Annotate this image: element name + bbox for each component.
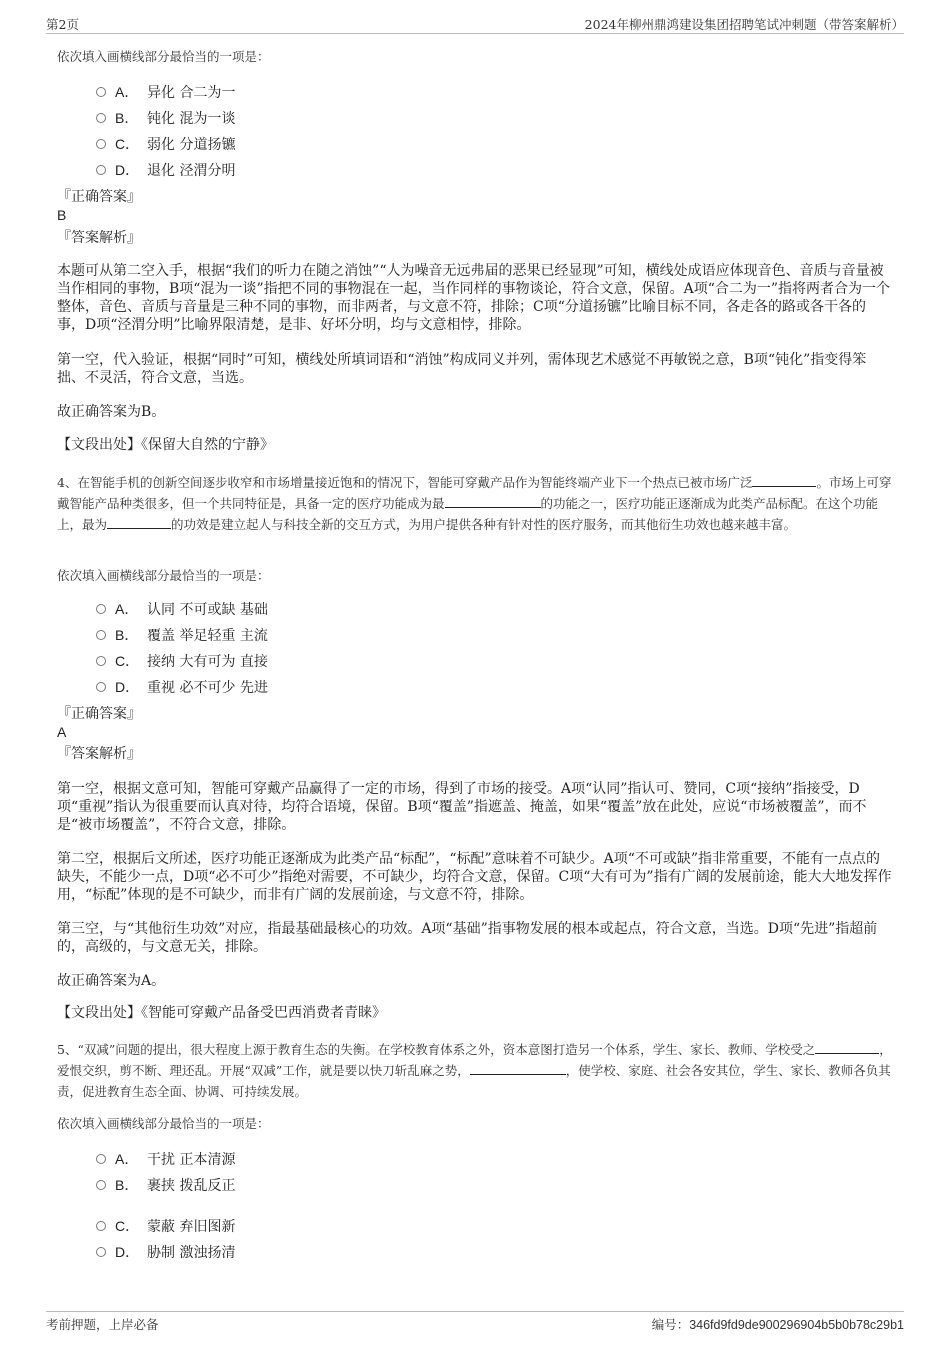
radio-icon[interactable] <box>96 1154 106 1164</box>
q4-option-c[interactable]: C． 接纳 大有可为 直接 <box>96 650 268 672</box>
q4-analysis-label: 『答案解析』 <box>57 746 141 762</box>
q5-prompt: 依次填入画横线部分最恰当的一项是： <box>57 1116 270 1131</box>
q4-analysis-conclusion: 故正确答案为A。 <box>57 973 166 989</box>
radio-icon[interactable] <box>96 139 106 149</box>
q5-question-text: 5、“双减”问题的提出，很大程度上源于教育生态的失衡。在学校教育体系之外，资本意图打造另一个体系，学生、家长、教师、学校受之 ，爱恨交织，剪不断、理还乱。开展“双减”工作，就是要以快刀斩乱麻之势， ，使学校、家庭、社会各安其位，学生、家长、教师各负其责，促进教育生态全面、协调、可持续发展。 <box>57 1042 892 1099</box>
q4-question-text: 4、在智能手机的创新空间逐步收窄和市场增量接近饱和的情况下，智能可穿戴产品作为智能终端产业下一个热点已被市场广泛 。市场上可穿戴智能产品种类很多，但一个共同特征是，具备一定的医疗功能成为最 的功能之一，医疗功能正逐渐成为此类产品标配。在这个功能上，最为 的功效是建立起人与科技全新的交互方式，为用户提供各种有针对性的医疗服务，而其他衍生功效也越来越丰富。 <box>57 475 892 532</box>
q4-option-d[interactable]: D． 重视 必不可少 先进 <box>96 676 268 698</box>
radio-icon[interactable] <box>96 682 106 692</box>
blank-line <box>752 474 816 487</box>
radio-icon[interactable] <box>96 656 106 666</box>
footer-slogan: 考前押题，上岸必备 <box>46 1317 159 1332</box>
q3-analysis-paragraph: 本题可从第二空入手，根据“我们的听力在随之消蚀”“人为噪音无远弗届的恶果已经显现”可知，横线处成语应体现音色、音质与音量被当作相同的事物，B项“混为一谈”指把不同的事物混在一起，当作同样的事物谈论，符合文意，保留。A项“合二为一”指将两者合为一个整体，音色、音质与音量是三种不同的事物，而非两者，与文意不符，排除；C项“分道扬镳”比喻目标不同，各走各的路或各干各的事，D项“泾渭分明”比喻界限清楚，是非、好坏分明，均与文意相悖，排除。 <box>57 263 891 333</box>
document-code: 编号：346fd9fd9de900296904b5b0b78c29b1 <box>651 1318 904 1332</box>
q4-option-b[interactable]: B． 覆盖 举足轻重 主流 <box>96 624 268 646</box>
blank-line <box>107 516 171 529</box>
q3-answer-label: 『正确答案』 <box>57 189 141 205</box>
blank-line <box>445 495 541 508</box>
q4-answer-label: 『正确答案』 <box>57 706 141 722</box>
radio-icon[interactable] <box>96 630 106 640</box>
q5-option-b[interactable]: B． 裹挟 拨乱反正 <box>96 1174 235 1196</box>
blank-line <box>470 1062 566 1075</box>
radio-icon[interactable] <box>96 165 106 175</box>
page-footer <box>46 1311 904 1332</box>
q3-answer: B <box>57 207 67 223</box>
radio-icon[interactable] <box>96 87 106 97</box>
q4-analysis-paragraph: 第一空，根据文意可知，智能可穿戴产品赢得了一定的市场，得到了市场的接受。A项“认同”指认可、赞同，C项“接纳”指接受，D项“重视”指认为很重要而认真对待，均符合语境，保留。B项“覆盖”指遮盖、掩盖，如果“覆盖”放在此处，应说“市场被覆盖”，而不是“被市场覆盖”，不符合文意，排除。 <box>57 781 867 833</box>
radio-icon[interactable] <box>96 604 106 614</box>
radio-icon[interactable] <box>96 1221 106 1231</box>
q4-answer: A <box>57 724 67 740</box>
document-title: 2024年柳州鼎鸿建设集团招聘笔试冲刺题（带答案解析） <box>584 17 904 32</box>
q4-analysis-paragraph: 第三空，与“其他衍生功效”对应，指最基础最核心的功效。A项“基础”指事物发展的根本或起点，符合文意，当选。D项“先进”指超前的，高级的，与文意无关，排除。 <box>57 921 878 955</box>
q4-prompt: 依次填入画横线部分最恰当的一项是： <box>57 568 270 583</box>
radio-icon[interactable] <box>96 1180 106 1190</box>
blank-line <box>815 1041 879 1054</box>
q5-option-a[interactable]: A． 干扰 正本清源 <box>96 1148 235 1170</box>
q3-option-a[interactable]: A． 异化 合二为一 <box>96 81 235 103</box>
page-number: 第2页 <box>46 17 79 32</box>
q3-source: 【文段出处】《保留大自然的宁静》 <box>57 437 274 453</box>
q3-analysis-paragraph: 第一空，代入验证，根据“同时”可知，横线处所填词语和“消蚀”构成同义并列，需体现艺术感觉不再敏锐之意，B项“钝化”指变得笨拙、不灵活，符合文意，当选。 <box>57 352 867 386</box>
q5-option-c[interactable]: C． 蒙蔽 弃旧图新 <box>96 1215 235 1237</box>
q3-analysis-label: 『答案解析』 <box>57 230 141 246</box>
q3-option-c[interactable]: C． 弱化 分道扬镳 <box>96 133 235 155</box>
q3-prompt: 依次填入画横线部分最恰当的一项是： <box>57 49 270 64</box>
q3-option-b[interactable]: B． 钝化 混为一谈 <box>96 107 235 129</box>
q4-option-a[interactable]: A． 认同 不可或缺 基础 <box>96 598 268 620</box>
q3-option-d[interactable]: D． 退化 泾渭分明 <box>96 159 235 181</box>
radio-icon[interactable] <box>96 1247 106 1257</box>
q4-source: 【文段出处】《智能可穿戴产品备受巴西消费者青睐》 <box>57 1005 386 1021</box>
q3-analysis-conclusion: 故正确答案为B。 <box>57 404 166 420</box>
q5-option-d[interactable]: D． 胁制 激浊扬清 <box>96 1241 235 1263</box>
radio-icon[interactable] <box>96 113 106 123</box>
q4-analysis-paragraph: 第二空，根据后文所述，医疗功能正逐渐成为此类产品“标配”，“标配”意味着不可缺少。A项“不可或缺”指非常重要，不能有一点点的缺失，不能少一点，D项“必不可少”指绝对需要，不可缺少，均符合文意，保留。C项“大有可为”指有广阔的发展前途，能大大地发挥作用，“标配”体现的是不可缺少，而非有广阔的发展前途，与文意不符，排除。 <box>57 851 892 903</box>
page-header <box>46 13 904 34</box>
